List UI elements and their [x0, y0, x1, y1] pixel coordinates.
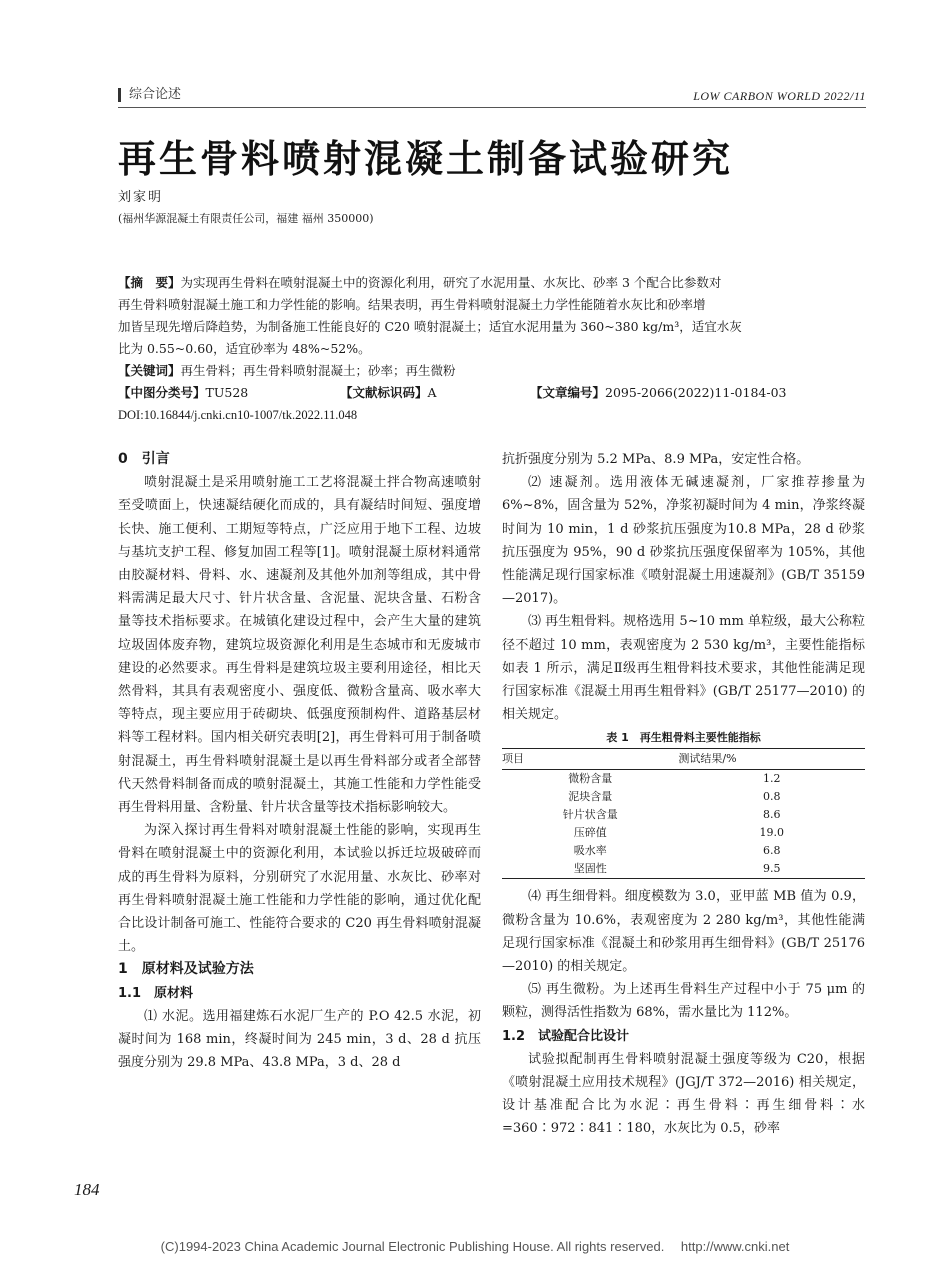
doi: DOI:10.16844/j.cnki.cn10-1007/tk.2022.11.048	[118, 408, 358, 422]
heading-materials-methods: 1 原材料及试验方法	[118, 961, 254, 978]
aggregate-properties-table	[502, 748, 865, 879]
paragraph: 试验拟配制再生骨料喷射混凝土强度等级为 C20，根据《喷射混凝土应用技术规程》(JGJ/T 372—2016) 相关规定，设计基准配合比为水泥∶再生骨料∶再生细骨料∶水=360∶972∶841∶180，水灰比为 0.5，砂率	[502, 1051, 865, 1137]
abstract	[118, 272, 866, 382]
abstract-label: 【摘 要】	[118, 275, 181, 290]
right-column	[502, 448, 865, 1141]
paragraph: ⑴ 水泥。选用福建炼石水泥厂生产的 P.O 42.5 水泥，初凝时间为 168 min，终凝时间为 245 min，3 d、28 d 抗压强度分别为 29.8 MPa、43.8 MPa，3 d、28 d	[118, 1008, 481, 1071]
left-column	[118, 448, 481, 1074]
copyright-notice: (C)1994-2023 China Academic Journal Electronic Publishing House. All rights reserved. http://www.cnki.net	[160, 1239, 790, 1254]
paragraph: ⑶ 再生粗骨料。规格选用 5~10 mm 单粒级，最大公称粒径不超过 10 mm，表观密度为 2 530 kg/m³，主要性能指标如表 1 所示，满足Ⅱ级再生粗骨料技术要求，其他性能满足现行国家标准《混凝土用再生粗骨料》(GB/T 25177—2010) 的相关规定。	[502, 614, 865, 723]
section-tag: 综合论述	[118, 88, 181, 102]
table-header-row	[502, 749, 865, 770]
paragraph: ⑸ 再生微粉。为上述再生骨料生产过程中小于 75 μm 的颗粒，测得活性指数为 68%，需水量比为 112%。	[502, 982, 865, 1021]
table-row: 坚固性 9.5	[502, 860, 865, 879]
heading-introduction: 0 引言	[118, 451, 170, 467]
abstract-line: 比为 0.55~0.60，适宜砂率为 48%~52%。	[118, 341, 371, 356]
paragraph: 抗折强度分别为 5.2 MPa、8.9 MPa，安定性合格。	[502, 452, 810, 467]
heading-mix-design: 1.2 试验配合比设计	[502, 1028, 630, 1044]
paragraph: 喷射混凝土是采用喷射施工工艺将混凝土拌合物高速喷射至受喷面上，快速凝结硬化而成的，具有凝结时间短、强度增长快、施工便利、工期短等特点，广泛应用于地下工程、边坡与基坑支护工程、修复加固工程等[1]。喷射混凝土原材料通常由胶凝材料、骨料、水、速凝剂及其他外加剂等组成，其中骨料需满足最大尺寸、针片状含量、含泥量、泥块含量、石粉含量等技术指标要求。在城镇化建设过程中，会产生大量的建筑垃圾固体废弃物，建筑垃圾资源化利用是生态城市和无废城市建设的必然要求。再生骨料是建筑垃圾主要利用途径，相比天然骨料，其具有表观密度小、强度低、微粉含量高、吸水率大等特点，现主要应用于砖砌块、低强度预制构件、道路基层材料等工程材料。国内相关研究表明[2]，再生骨料可用于制备喷射混凝土，再生骨料喷射混凝土是以再生骨料部分或者全部替代天然骨料制备而成的喷射混凝土，其施工性能和力学性能受再生骨料用量、含粉量、针片状含量等技术指标影响较大。	[118, 475, 481, 816]
heading-raw-materials: 1.1 原材料	[118, 985, 194, 1001]
page-number: 184	[74, 1180, 100, 1199]
page-header	[118, 86, 866, 108]
keywords: 【关键词】再生骨料；再生骨料喷射混凝土；砂率；再生微粉	[118, 363, 456, 378]
keywords-label: 【关键词】	[118, 363, 181, 378]
paragraph: ⑵ 速凝剂。选用液体无碱速凝剂，厂家推荐掺量为 6%~8%，固含量为 52%，净浆初凝时间为 4 min，净浆终凝时间为 10 min，1 d 砂浆抗压强度为10.8 MPa，28 d 砂浆抗压强度为 95%，90 d 砂浆抗压强度保留率为 105%，其他性能满足现行国家标准《喷射混凝土用速凝剂》(GB/T 35159—2017)。	[502, 475, 865, 607]
table-row: 泥块含量 0.8	[568, 790, 781, 804]
table-header: 测试结果/%	[678, 749, 865, 770]
author: 刘家明	[118, 190, 164, 205]
abstract-line: 再生骨料喷射混凝土施工和力学性能的影响。结果表明，再生骨料喷射混凝土力学性能随着水灰比和砂率增	[118, 297, 706, 312]
table-row: 压碎值 19.0	[573, 826, 784, 840]
table-caption: 表 1 再生粗骨料主要性能指标	[606, 731, 761, 745]
paragraph: 为深入探讨再生骨料对喷射混凝土性能的影响，实现再生骨料在喷射混凝土中的资源化利用，本试验以拆迁垃圾破碎而成的再生骨料为原料，分别研究了水泥用量、水灰比、砂率对再生骨料喷射混凝土施工性能和力学性能的影响，通过优化配合比设计制备可施工、性能符合要求的 C20 再生骨料喷射混凝土。	[118, 823, 481, 955]
journal-info: LOW CARBON WORLD 2022/11	[693, 89, 866, 103]
paper-title: 再生骨料喷射混凝土制备试验研究	[118, 137, 734, 181]
abstract-line: 【摘 要】为实现再生骨料在喷射混凝土中的资源化利用，研究了水泥用量、水灰比、砂率 3 个配合比参数对	[118, 275, 722, 290]
article-number: 【文章编号】 2095-2066(2022)11-0184-03	[530, 385, 787, 400]
table-row: 吸水率 6.8	[573, 844, 781, 858]
paragraph: ⑷ 再生细骨料。细度模数为 3.0，亚甲蓝 MB 值为 0.9，微粉含量为 10.6%，表观密度为 2 280 kg/m³，其他性能满足现行国家标准《混凝土和砂浆用再生细骨料》(GB/T 25176—2010) 的相关规定。	[502, 889, 865, 975]
table-row: 微粉含量 1.2	[568, 772, 781, 786]
doc-code: 【文献标识码】 A	[340, 385, 437, 400]
abstract-line: 加皆呈现先增后降趋势，为制备施工性能良好的 C20 喷射混凝土；适宜水泥用量为 360~380 kg/m³，适宜水灰	[118, 319, 742, 334]
classification-row	[118, 382, 866, 404]
table-row: 针片状含量 8.6	[562, 808, 781, 822]
affiliation: (福州华源混凝土有限责任公司，福建 福州 350000)	[118, 212, 374, 225]
clc-code: 【中图分类号】 TU528	[118, 385, 249, 400]
table-header: 项目	[502, 749, 678, 770]
